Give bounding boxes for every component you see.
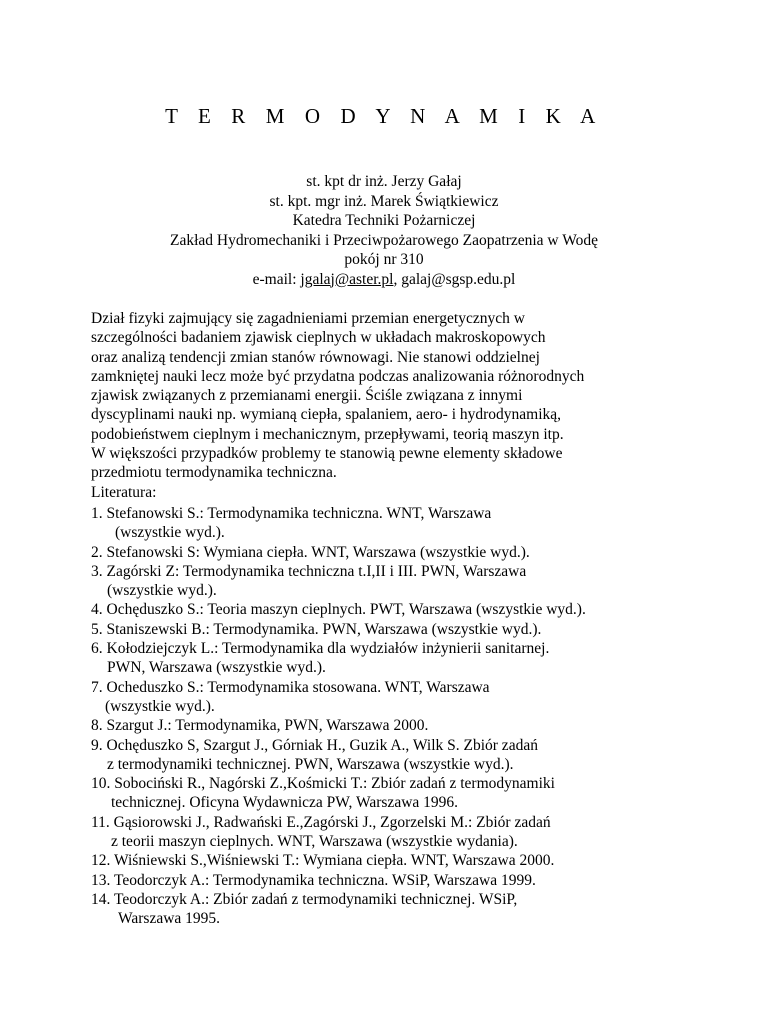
literature-heading: Literatura: bbox=[91, 483, 157, 501]
literature-item bbox=[91, 813, 731, 852]
literature-item-continuation: PWN, Warszawa (wszystkie wyd.). bbox=[107, 659, 326, 677]
literature-item-line: 1. Stefanowski S.: Termodynamika techniczna. WNT, Warszawa bbox=[91, 505, 492, 522]
unit: Zakład Hydromechaniki i Przeciwpożarowego Zaopatrzenia w Wodę bbox=[170, 231, 598, 249]
author-header bbox=[0, 172, 768, 289]
literature-item bbox=[91, 678, 731, 717]
email-line bbox=[0, 270, 768, 290]
author-2: st. kpt. mgr inż. Marek Świątkiewicz bbox=[269, 192, 499, 210]
description-line: dyscyplinami nauki np. wymianą ciepła, spalaniem, aero- i hydrodynamiką, bbox=[91, 406, 562, 424]
literature-item-line: 6. Kołodziejczyk L.: Termodynamika dla wydziałów inżynierii sanitarnej. bbox=[91, 640, 550, 658]
literature-item-line: 13. Teodorczyk A.: Termodynamika techniczna. WSiP, Warszawa 1999. bbox=[91, 871, 536, 889]
description-line: oraz analizą tendencji zmian stanów równowagi. Nie stanowi oddzielnej bbox=[91, 348, 540, 366]
literature-item-line: 3. Zagórski Z: Termodynamika techniczna t.I,II i III. PWN, Warszawa bbox=[91, 562, 527, 580]
literature-item-continuation: technicznej. Oficyna Wydawnicza PW, Warszawa 1996. bbox=[111, 794, 459, 812]
literature-item-continuation: (wszystkie wyd.). bbox=[107, 582, 217, 600]
literature-item-continuation: (wszystkie wyd.). bbox=[105, 697, 215, 715]
email-text-2: galaj@sgsp.edu.pl bbox=[401, 270, 516, 288]
literature-item-line: 11. Gąsiorowski J., Radwański E.,Zagórski J., Zgorzelski M.: Zbiór zadań bbox=[91, 813, 551, 831]
description-line: przedmiotu termodynamika techniczna. bbox=[91, 464, 337, 482]
literature-item bbox=[91, 639, 731, 678]
literature-item bbox=[91, 562, 731, 601]
literature-item-continuation: z termodynamiki technicznej. PWN, Warszawa (wszystkie wyd.). bbox=[107, 755, 514, 773]
description-line: podobieństwem cieplnym i mechanicznym, przepływami, teorią maszyn itp. bbox=[91, 425, 564, 443]
description bbox=[91, 309, 731, 502]
literature-item bbox=[91, 736, 731, 775]
document-title: T E R M O D Y N A M I K A bbox=[165, 104, 603, 128]
email-prefix: e-mail: bbox=[252, 270, 301, 288]
literature-item bbox=[91, 716, 731, 735]
description-line: Dział fizyki zajmujący się zagadnieniami przemian energetycznych w bbox=[91, 310, 525, 327]
literature-item-line: 5. Staniszewski B.: Termodynamika. PWN, Warszawa (wszystkie wyd.). bbox=[91, 620, 542, 638]
author-1: st. kpt dr inż. Jerzy Gałaj bbox=[306, 173, 462, 190]
literature-item-line: 9. Ochęduszko S, Szargut J., Górniak H., Guzik A., Wilk S. Zbiór zadań bbox=[91, 736, 538, 754]
description-line: szczególności badaniem zjawisk cieplnych w układach makroskopowych bbox=[91, 329, 546, 347]
literature-item bbox=[91, 774, 731, 813]
literature-item-line: 12. Wiśniewski S.,Wiśniewski T.: Wymiana ciepła. WNT, Warszawa 2000. bbox=[91, 852, 555, 870]
literature-item bbox=[91, 600, 731, 619]
literature-item-line: 2. Stefanowski S: Wymiana ciepła. WNT, Warszawa (wszystkie wyd.). bbox=[91, 543, 530, 561]
literature-item-continuation: z teorii maszyn cieplnych. WNT, Warszawa (wszystkie wydania). bbox=[111, 833, 518, 851]
email-separator: , bbox=[393, 270, 402, 288]
description-line: zamkniętej nauki lecz może być przydatna podczas analizowania różnorodnych bbox=[91, 367, 585, 385]
literature-item bbox=[91, 504, 731, 543]
literature-item bbox=[91, 620, 731, 639]
description-line: W większości przypadków problemy te stanowią pewne elementy składowe bbox=[91, 445, 563, 463]
literature-item-continuation: (wszystkie wyd.). bbox=[115, 524, 225, 542]
literature-item-line: 8. Szargut J.: Termodynamika, PWN, Warszawa 2000. bbox=[91, 717, 429, 735]
literature-item-continuation: Warszawa 1995. bbox=[118, 910, 221, 928]
literature-item-line: 10. Sobociński R., Nagórski Z.,Kośmicki T.: Zbiór zadań z termodynamiki bbox=[91, 775, 555, 793]
literature-item bbox=[91, 851, 731, 870]
literature-item-line: 7. Ocheduszko S.: Termodynamika stosowana. WNT, Warszawa bbox=[91, 678, 490, 696]
department: Katedra Techniki Pożarniczej bbox=[292, 212, 476, 229]
email-link-1[interactable]: jgalaj@aster.pl bbox=[300, 270, 394, 288]
description-line: zjawisk związanych z przemianami energii. Ściśle związana z innymi bbox=[91, 387, 523, 405]
literature-list bbox=[91, 504, 731, 929]
literature-item bbox=[91, 543, 731, 562]
literature-item bbox=[91, 871, 731, 890]
literature-item bbox=[91, 890, 731, 929]
room: pokój nr 310 bbox=[344, 251, 424, 268]
literature-item-line: 4. Ochęduszko S.: Teoria maszyn cieplnych. PWT, Warszawa (wszystkie wyd.). bbox=[91, 601, 586, 619]
literature-item-line: 14. Teodorczyk A.: Zbiór zadań z termodynamiki technicznej. WSiP, bbox=[91, 890, 518, 908]
